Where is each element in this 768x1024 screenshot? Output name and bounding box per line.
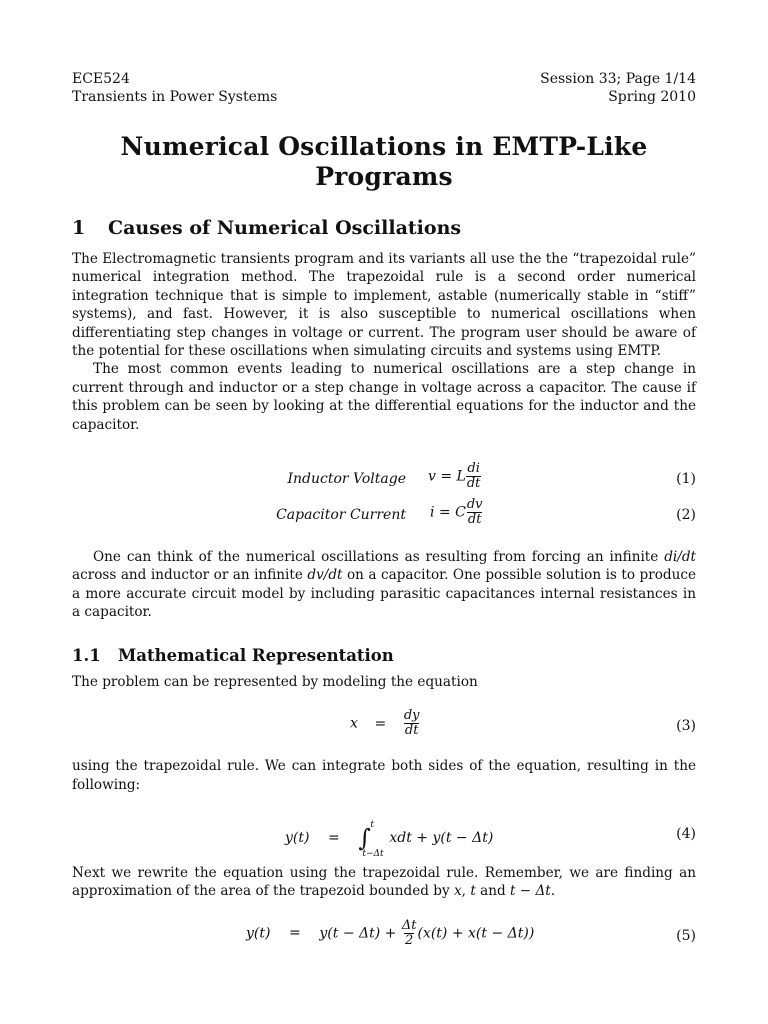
- term: Spring 2010: [608, 89, 696, 105]
- equation-1: [72, 462, 696, 498]
- math-inline: dv/dt: [307, 567, 343, 584]
- text-run: ,: [461, 883, 471, 900]
- integral-lower-limit: t−Δt: [362, 848, 384, 859]
- equation-lhs: i = C: [430, 504, 466, 521]
- paragraph: using the trapezoidal rule. We can integrate both sides of the equation, resulting in the following:: [72, 758, 696, 793]
- numerator: dy: [403, 708, 420, 724]
- paragraph: The most common events leading to numerical oscillations are a step change in current through and inductor or a step change in voltage across a capacitor. The cause if this problem can be seen by looking at the differential equations for the inductor and the capacitor.: [72, 361, 696, 433]
- fraction: [403, 709, 421, 738]
- math-inline: t: [470, 883, 476, 900]
- text-run: .: [550, 883, 556, 900]
- header-left: [72, 70, 277, 106]
- integral-sign: ∫ t t−Δt: [358, 819, 384, 859]
- document-title: Numerical Oscillations in EMTP-Like Programs: [120, 132, 648, 191]
- numerator: dv: [466, 497, 483, 513]
- document-page: [72, 70, 696, 955]
- subsection-number: 1.1: [72, 645, 101, 665]
- equation-lhs: y(t): [246, 925, 271, 942]
- equation-rhs: (x(t) + x(t − Δt)): [417, 925, 535, 942]
- equation-label: (5): [676, 927, 696, 944]
- equation-4: [72, 814, 696, 859]
- session-page: Session 33; Page 1/14: [540, 71, 696, 87]
- equation-3: [72, 709, 696, 745]
- section-title: Causes of Numerical Oscillations: [108, 217, 462, 239]
- denominator: dt: [466, 476, 481, 492]
- text-run: across and inductor or an infinite: [72, 567, 308, 584]
- equation-name: Inductor Voltage: [287, 471, 406, 488]
- denominator: 2: [405, 932, 414, 948]
- header-right: [540, 70, 696, 106]
- equation-lhs: x: [350, 715, 358, 732]
- paragraph: [72, 548, 696, 622]
- equation-relation: =: [289, 925, 301, 942]
- integral-upper-limit: t: [370, 819, 374, 830]
- text-run: on a capacitor. One possible solution is to produce a more accurate circuit model by including parasitic capacitances internal resistances in a capacitor.: [72, 567, 696, 621]
- equation-rhs: xdt + y(t − Δt): [389, 829, 494, 846]
- course-name: Transients in Power Systems: [72, 89, 278, 105]
- fraction: [466, 498, 484, 527]
- section-heading: [72, 216, 696, 240]
- equation-rhs: y(t − Δt) +: [319, 925, 397, 942]
- equation-body: [246, 919, 534, 948]
- denominator: dt: [467, 512, 482, 528]
- paragraph: The Electromagnetic transients program and its variants all use the the “trapezoidal rule” numerical integration method. The trapezoidal rule is a second order numerical integration technique that is simple to implement, astable (numerically stable in “stiff” systems), and fast. However, it is also susceptible to numerical oscillations when differentiating step changes in voltage or current. The program user should be aware of the potential for these oscillations when simulating circuits and systems using EMTP.: [72, 251, 696, 360]
- text-run: Next we rewrite the equation using the trapezoidal rule. Remember, we are finding an approximation of the area of the trapezoid bounded by: [72, 864, 696, 900]
- numerator: di: [467, 461, 480, 477]
- equation-2: [72, 498, 696, 534]
- equation-5: [72, 919, 696, 955]
- equation-lhs: v = L: [428, 468, 466, 485]
- text-run: One can think of the numerical oscillations as resulting from forcing an infinite: [93, 549, 665, 566]
- equation-label: (3): [676, 718, 696, 735]
- subsection-heading: [72, 646, 696, 666]
- course-code: ECE524: [72, 71, 130, 87]
- paragraph: [72, 864, 696, 901]
- fraction: [466, 462, 482, 491]
- equation-lhs: y(t): [285, 829, 310, 846]
- denominator: dt: [404, 723, 419, 739]
- equation-body: [428, 462, 481, 491]
- equation-label: (4): [676, 825, 696, 842]
- equation-body: [430, 498, 484, 527]
- numerator: Δt: [401, 917, 417, 933]
- subsection-title: Mathematical Representation: [118, 645, 394, 665]
- equation-body: [285, 819, 494, 859]
- equation-body: [350, 709, 420, 738]
- math-inline: t − Δt: [510, 883, 551, 900]
- math-inline: di/dt: [664, 549, 696, 566]
- equation-relation: =: [328, 829, 340, 846]
- fraction: [401, 919, 418, 948]
- equation-label: (1): [676, 471, 696, 488]
- page-header: [72, 70, 696, 106]
- equation-relation: =: [374, 715, 387, 732]
- section-number: 1: [72, 217, 86, 239]
- equation-label: (2): [676, 507, 696, 524]
- paragraph: The problem can be represented by modeling the equation: [72, 673, 478, 690]
- text-run: and: [475, 883, 510, 900]
- math-inline: x: [453, 883, 462, 900]
- equation-name: Capacitor Current: [276, 507, 406, 524]
